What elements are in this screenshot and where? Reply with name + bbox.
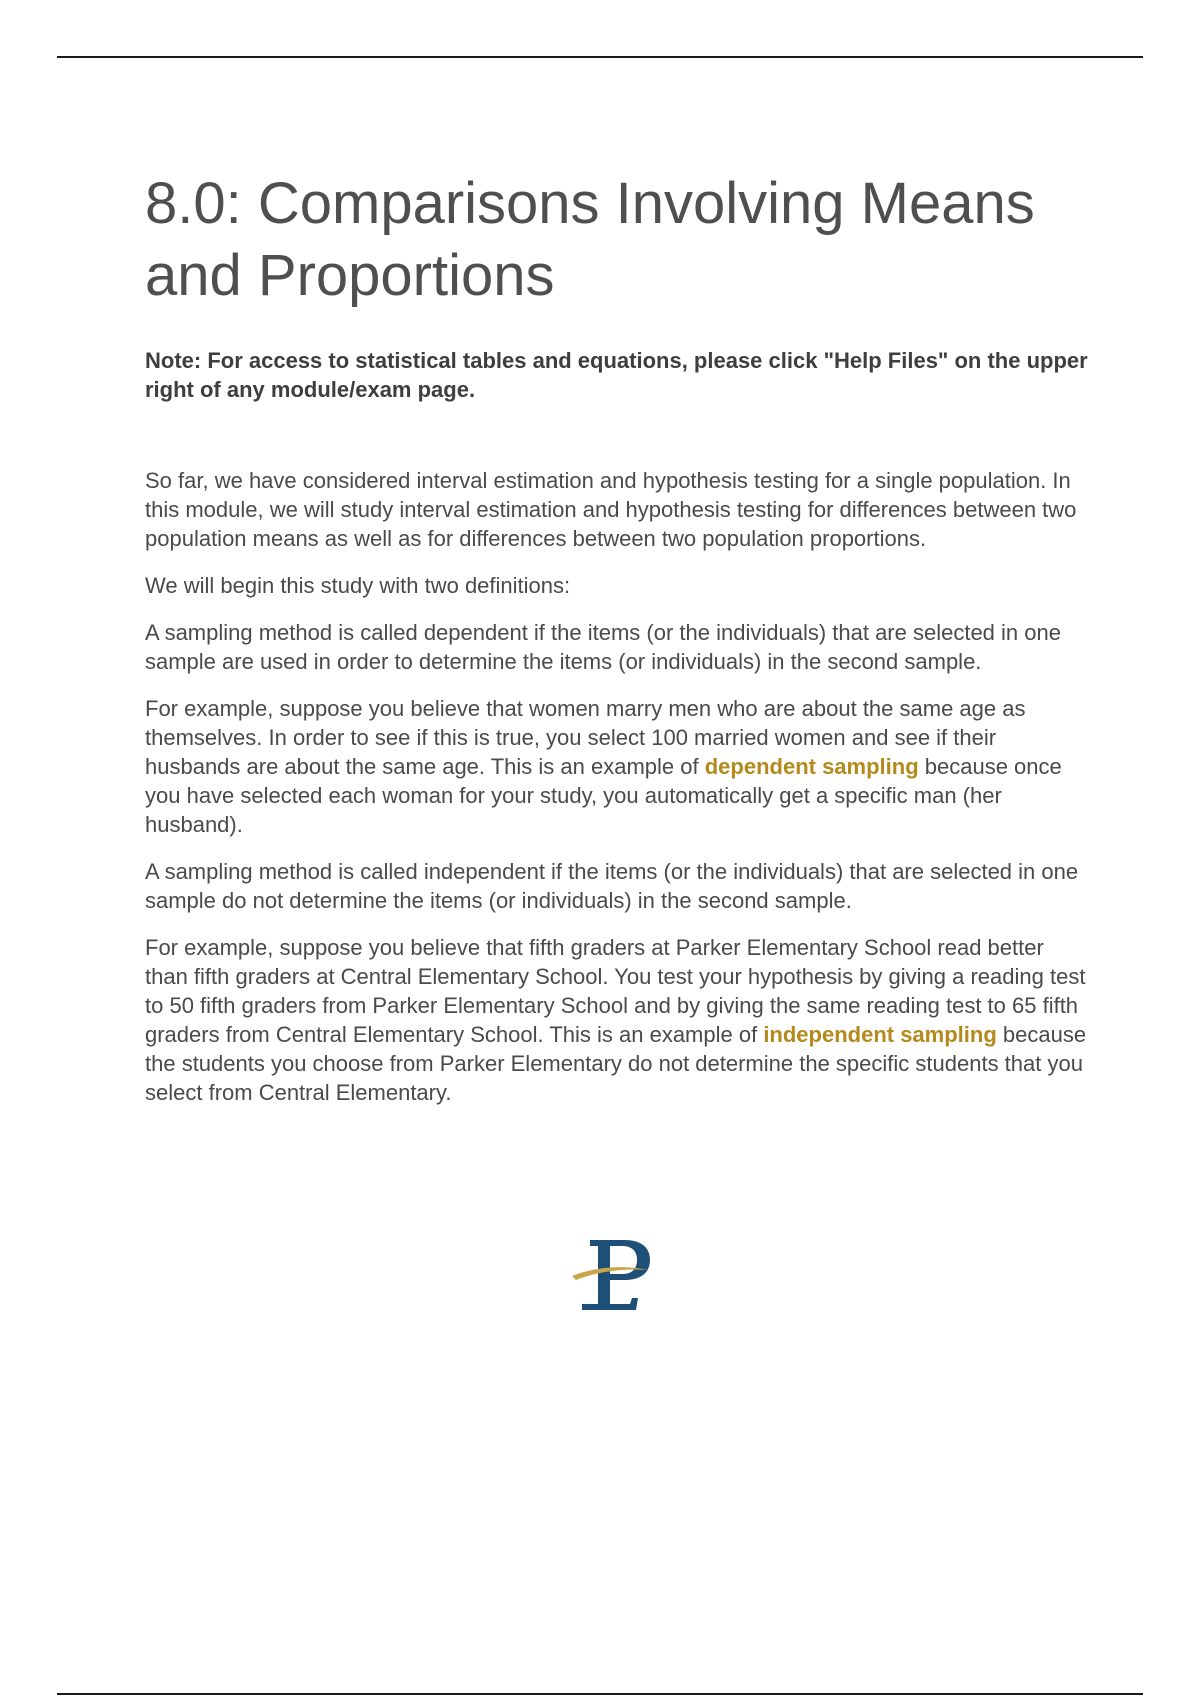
paragraph-dependent-example	[145, 694, 1090, 839]
page-title: 8.0: Comparisons Involving Means and Proportions	[145, 171, 1035, 308]
paragraph-dependent-definition: A sampling method is called dependent if the items (or the individuals) that are selected in one sample are used in order to determine the items (or individuals) in the second sample.	[145, 620, 1061, 674]
body-text	[145, 466, 1090, 1107]
pl-monogram-logo-icon	[570, 1234, 660, 1314]
top-rule	[57, 56, 1143, 58]
paragraph-intro: So far, we have considered interval estimation and hypothesis testing for a single population. In this module, we will study interval estimation and hypothesis testing for differences between two population means as well as for differences between two population proportions.	[145, 468, 1077, 551]
dependent-example-text-before: For example, suppose you believe that women marry men who are about the same age as themselves. In order to see if this is true, you select 100 married women and see if their husbands are about the same age. This is an example of	[145, 696, 1026, 779]
paragraph-definitions-lead: We will begin this study with two definitions:	[145, 573, 571, 598]
independent-sampling-term: independent sampling	[763, 1022, 997, 1047]
independent-example-text-before: For example, suppose you believe that fifth graders at Parker Elementary School read better than fifth graders at Central Elementary School. You test your hypothesis by giving a reading test to 50 fifth graders from Parker Elementary School and by giving the same reading test to 65 fifth graders from Central Elementary School. This is an example of	[145, 935, 1086, 1047]
paragraph-independent-definition: A sampling method is called independent if the items (or the individuals) that are selected in one sample do not determine the items (or individuals) in the second sample.	[145, 859, 1079, 913]
dependent-sampling-term: dependent sampling	[704, 754, 919, 779]
paragraph-independent-example	[145, 933, 1090, 1107]
independent-example-text-after: because the students you choose from Parker Elementary do not determine the specific students that you select from Central Elementary.	[145, 1022, 1087, 1105]
help-files-note: Note: For access to statistical tables and equations, please click "Help Files" on the upper right of any module/exam page.	[145, 348, 1088, 402]
document-body	[145, 168, 1090, 1125]
dependent-example-text-after: because once you have selected each woman for your study, you automatically get a specific man (her husband).	[145, 754, 1062, 837]
bottom-rule	[57, 1693, 1143, 1695]
